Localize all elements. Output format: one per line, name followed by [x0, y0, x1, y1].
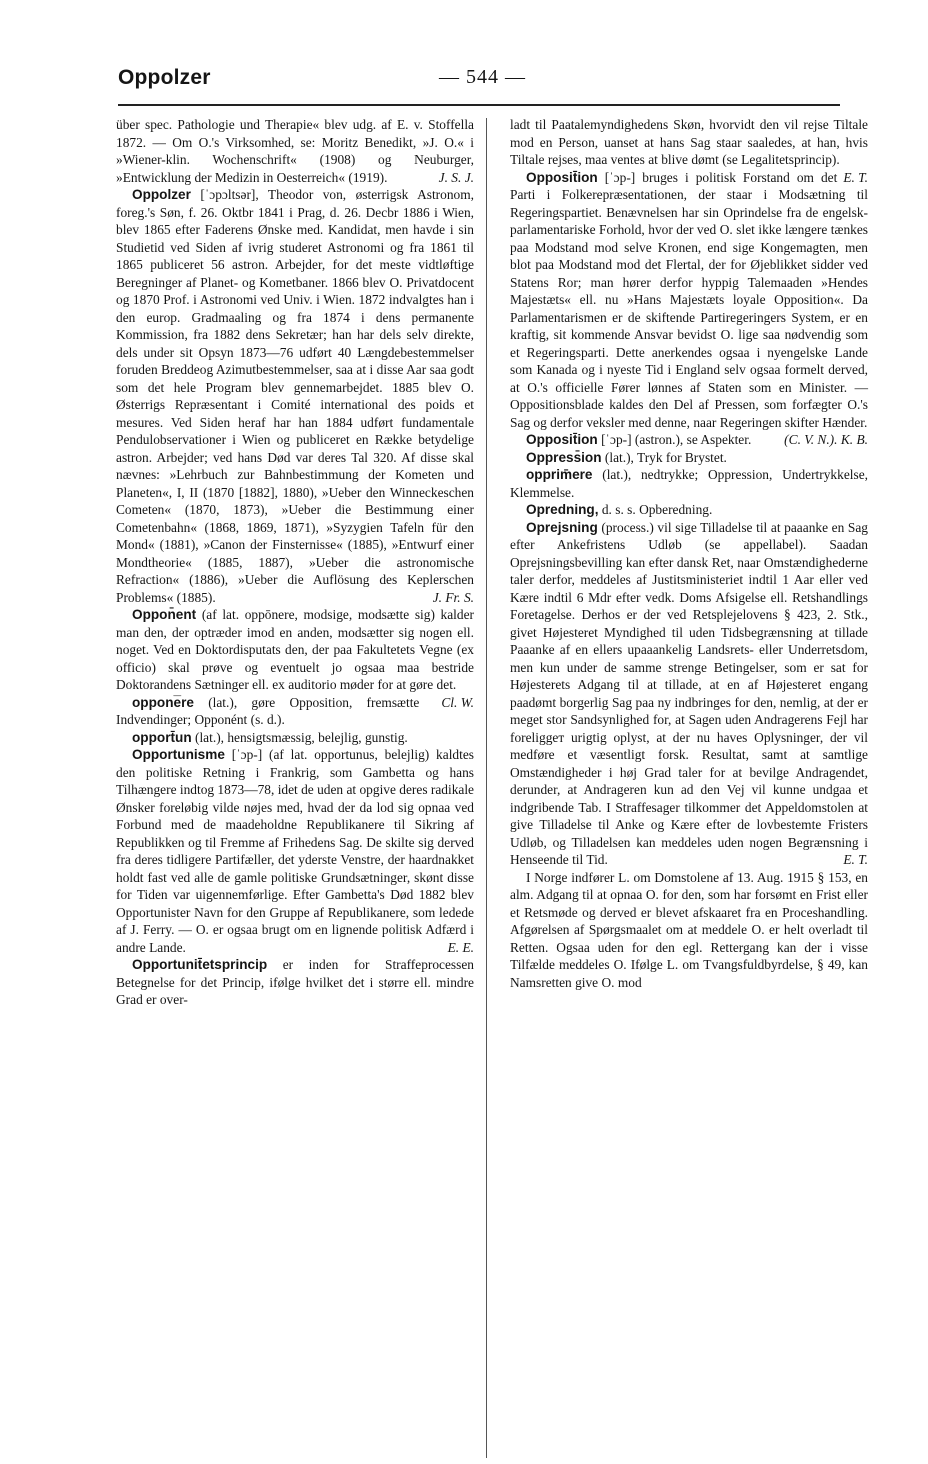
left-column: [116, 116, 474, 1009]
entry-signature: J. S. J.: [438, 169, 474, 185]
entry-text: er inden for Straffeprocessen Betegnelse for det Princip, ifølge hvilket det i større ell. mindre Grad er over-: [116, 957, 474, 1007]
entry-text: (lat.), hensigtsmæssig, belejlig, gunstig.: [195, 729, 408, 745]
entry-headword: Opredning,: [526, 502, 599, 517]
running-headword: Oppolzer: [118, 66, 211, 89]
dictionary-entry: [510, 869, 868, 992]
entry-text: [ˈɔp-] (af lat. opportunus, belejlig) kaldtes den politiske Retning i Frankrig, som Gambetta og hans Tilhængere indtog 1873—78, idet de uden at opgive deres radikale Ønsker foreløbig vilde nøjes med, hvad der da lod sig opnaa ved Forbund med de maadeholdne Republikanere til Sikring af Republikken og til Fremme af Frihedens Sag. De skilte sig derved fra deres tidligere Partifæller, det yderste Venstre, der haardnakket holdt fast ved alle de gamle politiske Grundsætninger, skønt disse for Tiden var uigennemførlige. Efter Gambetta's Død 1882 blev Opportunister Navn for den Gruppe af Republikanere, som ledede af J. Ferry. — O. er ogsaa brugt om en lignende politisk Adfærd i andre Lande.: [116, 747, 475, 955]
entry-signature: J. Fr. S.: [432, 589, 474, 605]
header-rule: [118, 104, 840, 106]
dictionary-entry: [116, 746, 474, 956]
entry-signature: Cl. W.: [441, 694, 474, 710]
entry-text: (lat.), Tryk for Brystet.: [604, 449, 727, 465]
entry-headword: Opposit̄ion: [526, 169, 598, 185]
right-column: [510, 116, 868, 991]
entry-text: (lat.), gøre Opposition, fremsætte Indvendinger; Opponént (s. d.).: [116, 694, 420, 727]
entry-signature: E. E.: [447, 939, 474, 955]
entry-headword: opprim̄ere: [526, 467, 593, 482]
entry-headword: opport̄un: [132, 729, 192, 745]
dictionary-entry: [510, 519, 868, 869]
dictionary-entry: [116, 956, 474, 1009]
entry-text: [ˈɔpɔltsər], Theodor von, østerrigsk Astronom, foreg.'s Søn, f. 26. Oktbr 1841 i Prag, d. 26. Decbr 1886 i Wien, blev 1865 efter Faderens Ønske med. Kandidat, men havde i sin Studietid ved Siden af ivrig studeret Astronomi og fra 1861 til 1865 publiceret 56 astron. Arbejder, for det meste vidtløftige Beregninger af Planet- og Kometbaner. 1866 blev O. Privatdocent og 1870 Prof. i Astronomi ved Univ. i Wien. 1872 indvalgtes han i den europ. Gradmaaling og fra 1874 i dens permanente Kommission, fra 1882 dens Sekretær; han har dels selv direkte, dels under sit Opsyn 1873—76 udført 40 Længdebestemmelser foruden Breddeog Azimutbestemmelser, saa at i disse Aar saa godt som det hele Program blev gennemarbejdet. 1885 blev O. Østerrigs Repræsentant i Comité international des poids et mesures. Ved Siden heraf har han 1884 udført fundamentale Pendulobservationer i Wien og publiceret en Række betydelige astron. Arbejder; ved hans Død var deres Tal 320. Af disse skal nævnes: »Lehrbuch zur Bahnbestimmung der Kometen und Planeten«, I, II (1870 [1882], 1880), »Ueber den Winneckeschen Cometen« (1870, 1873), »Ueber die Bestimmung einer Cometenbahn« (1868, 1869, 1871), »Syzygien Tafeln für den Mond« (1881), »Canon der Finsternisse« (1885), »Entwurf einer Mondtheorie« (1885, 1887), »Ueber die astronomische Refraction« (1886), »Ueber die Auflösung des Keplerschen Problems« (1885).: [116, 187, 474, 605]
page-number: — 544 —: [439, 66, 526, 88]
entry-text: d. s. s. Opberedning.: [601, 502, 713, 517]
dictionary-entry: [116, 116, 474, 186]
entry-signature: E. T.: [843, 852, 868, 867]
entry-headword: Opportunisme: [132, 747, 225, 762]
entry-headword: oppone̅re: [132, 694, 194, 710]
entry-signature: E. T.: [843, 169, 868, 185]
entry-headword: Opportunit̄etsprincip: [132, 957, 268, 972]
dictionary-entry: [116, 186, 474, 606]
entry-headword: Oppolzer: [132, 187, 191, 202]
dictionary-entry: [510, 466, 868, 501]
entry-headword: Oppon̄ent: [132, 607, 197, 622]
column-divider: [486, 118, 487, 1458]
entry-signature: (C. V. N.). K. B.: [784, 432, 868, 447]
entry-text: I Norge indfører L. om Domstolene af 13. Aug. 1915 § 153, en alm. Adgang til at opnaa O. for den, som har forsømt en Frist eller et Retsmøde og derved er blevet afskaaret fra en Proceshandling. Afgørelsen af Spørgsmaalet om at meddele O. er helt overladt til Retten. Ogsaa uden for den egl. Rettergang kan der i visse Tilfælde meddeles O. Ifølge L. om Tvangsfuldbyrdelse, § 49, kan Namsretten give O. mod: [510, 869, 868, 990]
entry-text: (lat.), nedtrykke; Oppression, Undertrykkelse, Klemmelse.: [510, 467, 868, 500]
entry-headword: Oprejsning: [526, 519, 598, 535]
entry-text: [ˈɔp-] bruges i politisk Forstand om det Parti i Folkerepræsentationen, der staar i Modsætning til Regeringspartiet. Benævnelsen har sin Oprindelse fra de engelsk-parlamentariske Forhold, hvor der ved O. slet ikke længere tænkes paa Modstand mod selve Kronen, end sige Kongemagten, men blot paa Modstand mod det Flertal, der for Øjeblikket sidder ved Statens Ror; man hører derfor hyppig Talemaaden »Hendes Majestæts« ell. nu »Hans Majestæts loyale Opposition«. Da Parlamentarismen er de skiftende Partiregeringers System, er en kraftig, sit kommende Ansvar bevidst O. lige saa nødvendig som et Regeringsparti. Dette anerkendes ogsaa i nyengelske Lande som Kanada og i nyeste Tid i England selv ogsaa formelt derved, at O.'s officielle Fører lønnes af Staten som en Minister. — Oppositionsblade kaldes den Del af Pressen, som forfægter O.'s Sag og derfor veksler med denne, naar Regeringen skifter Hænder.: [510, 169, 868, 430]
entry-text: ladt til Paatalemyndighedens Skøn, hvorvidt den vil rejse Tiltale mod en Person, uanset at hans Sag staar saaledes, at han, hvis Tiltale rejses, maa ventes at blive dømt (se Legalitetsprincip).: [510, 117, 868, 167]
entry-text: (process.) vil sige Tilladelse til at paaanke en Sag efter Ankefristens Udløb (se appellabel). Saadan Oprejsningsbevilling kan efter dansk Ret, naar Omstændighederne taler derfor, meddeles af Justitsministeriet indtil 1 Aar eller ved Kære indtil 6 Mdr efter vedk. Doms Afsigelse ell. Retshandlings Foretagelse. Derhos er der ved Retsplejelovens § 423, 2. Stk., givet Højesteret Myndighed til uden Tidsbegrænsning at tillade Paaanke af en ellers upaaankelig Landsrets- eller Underretsdom, men kun under de samme strenge Betingelser, som er sat for Højesterets Adgang til at tillade, at en af Højesteret engang paadømt borgerlig Sag paa ny indbringes for den, nemlig, at der er meget stor Sandsynlighed for, at Sagen uden Andragerens Fejl har foreliggет urigtig oplyst, at der nu haves Oplysninger, der vil medføre et væsentligt forsk. Resultat, samt at samtlige Omstændigheder i høj Grad taler for at bevilge Andragendet, derunder, at Andrageren kun ad den Vej vil kunne undgaa et indgribende Tab. I Straffesager tilkommer det Appeldomstolen at give Tilladelse til Anke og Kære efter de lovbestemte Fristers Udløb, og Tilladelsen kan meddeles uden nogen Begrænsning i Henseende til Tid.: [510, 519, 868, 867]
dictionary-entry: [116, 729, 474, 747]
entry-text: [ˈɔp-] (astron.), se Aspekter.: [601, 432, 752, 447]
dictionary-entry: [510, 501, 868, 519]
entry-text: über spec. Pathologie und Therapie« blev udg. af E. v. Stoffella 1872. — Om O.'s Virksomhed, se: Moritz Benedikt, »J. O.« i »Wiener-klin. Wochenschrift« (1908) og Neuburger, »Entwicklung der Medizin in Oesterreich« (1919).: [116, 117, 474, 185]
entry-headword: Opposit̄ion: [526, 432, 598, 447]
entry-headword: Oppress̄ion: [526, 449, 602, 465]
entry-text: (af lat. oppōnere, modsige, modsætte sig) kalder man den, der optræder imod en anden, modsætter sig nogen ell. noget. Ved en Doktordisputats den, der paa Fakultetets Vegne (ex officio) skal prøve og eventuelt jo ogsaa maa bestride Doktorandens Sætninger ell. ex auditorio møder for at gøre det.: [116, 607, 474, 692]
dictionary-entry: [510, 449, 868, 467]
page-header: [118, 66, 840, 100]
